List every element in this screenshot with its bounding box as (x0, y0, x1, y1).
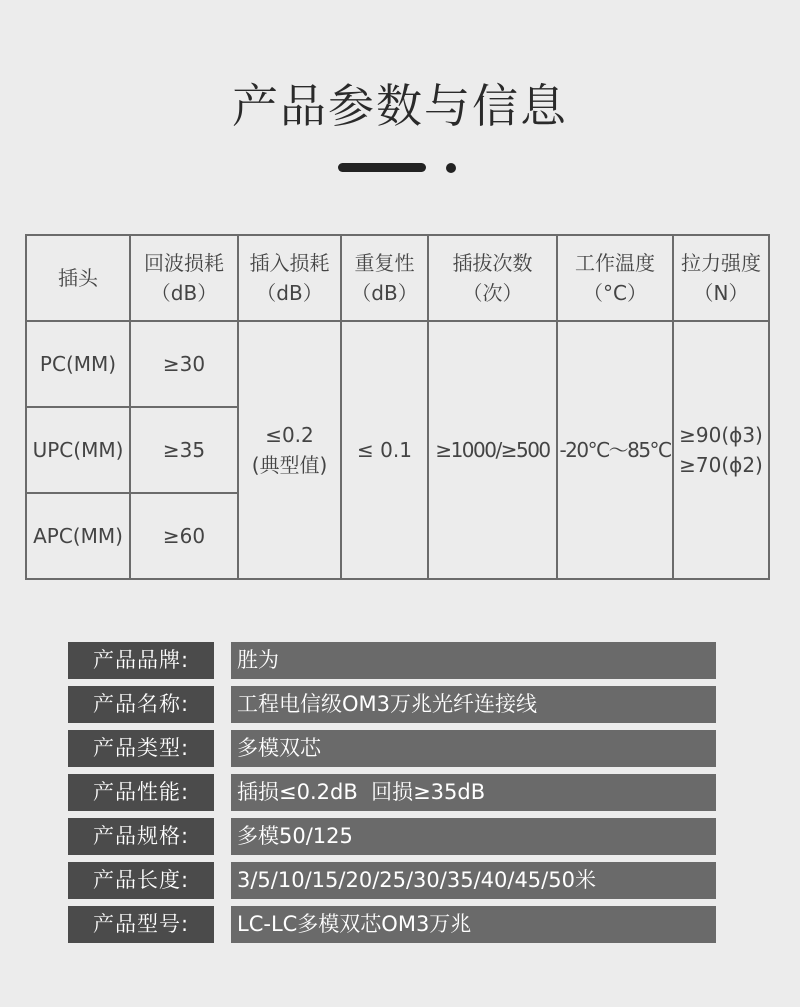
info-value: 胜为 (231, 642, 716, 679)
info-label: 产品规格: (68, 818, 214, 855)
return-loss-cell: ≥30 (130, 321, 238, 407)
info-value: 3/5/10/15/20/25/30/35/40/45/50米 (231, 862, 716, 899)
info-value: LC-LC多模双芯OM3万兆 (231, 906, 716, 943)
header-connector: 插头 (26, 235, 130, 321)
spec-table (25, 234, 770, 580)
return-loss-cell: ≥35 (130, 407, 238, 493)
header-insertion-loss: 插入损耗 （dB） (238, 235, 341, 321)
info-label: 产品长度: (68, 862, 214, 899)
header-return-loss: 回波损耗 （dB） (130, 235, 238, 321)
info-label: 产品名称: (68, 686, 214, 723)
return-loss-cell: ≥60 (130, 493, 238, 579)
spec-table-header-row (26, 235, 769, 321)
info-row-spec (68, 818, 716, 855)
product-info-list (68, 642, 716, 950)
info-row-performance (68, 774, 716, 811)
info-row-brand (68, 642, 716, 679)
connector-cell: PC(MM) (26, 321, 130, 407)
info-row-type (68, 730, 716, 767)
header-repeatability: 重复性 （dB） (341, 235, 428, 321)
title-underline-bar (338, 163, 426, 172)
info-row-name (68, 686, 716, 723)
info-value: 工程电信级OM3万兆光纤连接线 (231, 686, 716, 723)
insertion-loss-cell: ≤0.2 (典型值) (238, 321, 341, 579)
header-temperature: 工作温度 （°C） (557, 235, 673, 321)
tensile-cell: ≥90(ϕ3) ≥70(ϕ2) (673, 321, 769, 579)
info-label: 产品性能: (68, 774, 214, 811)
mating-cycles-cell: ≥1000/≥500 (428, 321, 557, 579)
header-mating-cycles: 插拔次数 （次） (428, 235, 557, 321)
title-underline-dot (446, 163, 456, 173)
info-value: 多模双芯 (231, 730, 716, 767)
connector-cell: UPC(MM) (26, 407, 130, 493)
info-row-length (68, 862, 716, 899)
info-value: 插损≤0.2dB 回损≥35dB (231, 774, 716, 811)
info-label: 产品型号: (68, 906, 214, 943)
repeatability-cell: ≤ 0.1 (341, 321, 428, 579)
connector-cell: APC(MM) (26, 493, 130, 579)
info-label: 产品类型: (68, 730, 214, 767)
header-tensile: 拉力强度 （N） (673, 235, 769, 321)
info-label: 产品品牌: (68, 642, 214, 679)
page-title: 产品参数与信息 (232, 79, 568, 133)
info-row-model (68, 906, 716, 943)
temperature-cell: -20°C～85°C (557, 321, 673, 579)
table-row (26, 321, 769, 407)
info-value: 多模50/125 (231, 818, 716, 855)
